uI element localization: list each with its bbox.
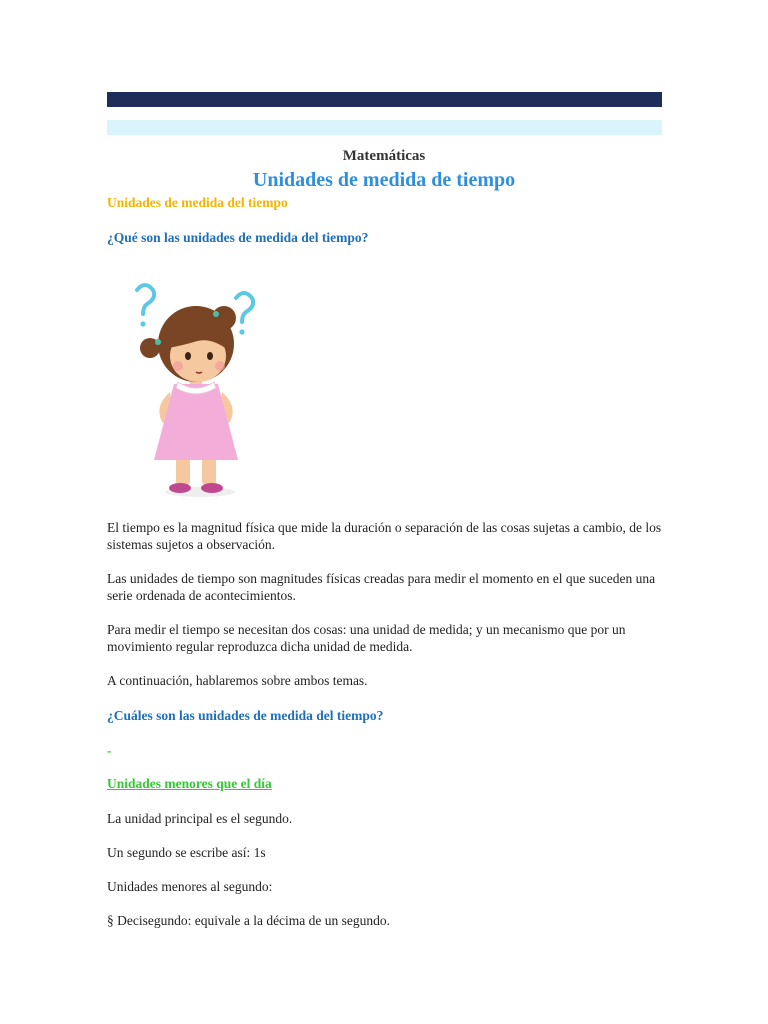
green-heading: Unidades menores que el día	[107, 776, 272, 791]
girl-wondering-icon	[112, 272, 282, 502]
question-what: ¿Qué son las unidades de medida del tiempo?	[107, 230, 369, 245]
header-dark-bar	[107, 92, 662, 107]
line-decisegundo: § Decisegundo: equivale a la décima de un segundo.	[107, 913, 391, 928]
line-segundo-escribe: Un segundo se escribe así: 1s	[107, 845, 266, 860]
section-heading: Unidades de medida del tiempo	[107, 195, 288, 210]
line-unidades-menores: Unidades menores al segundo:	[107, 879, 273, 894]
line-unidad-principal: La unidad principal es el segundo.	[107, 811, 293, 826]
paragraph-1: El tiempo es la magnitud física que mide la duración o separación de las cosas sujetas a cambio, de los sistemas sujetos a observación.	[107, 520, 662, 552]
paragraph-3: Para medir el tiempo se necesitan dos cosas: una unidad de medida; y un mecanismo que por un movimiento regular reproduzca dicha unidad de medida.	[107, 622, 626, 654]
page-title: Unidades de medida de tiempo	[252, 169, 516, 191]
question-which: ¿Cuáles son las unidades de medida del tiempo?	[107, 708, 384, 723]
paragraph-2: Las unidades de tiempo son magnitudes físicas creadas para medir el momento en el que suceden una serie ordenada de acontecimientos.	[107, 571, 656, 603]
subject-label: Matemáticas	[342, 148, 426, 164]
paragraph-4: A continuación, hablaremos sobre ambos temas.	[107, 673, 368, 688]
header-light-bar	[107, 120, 662, 135]
dash-marker: -	[107, 743, 112, 758]
